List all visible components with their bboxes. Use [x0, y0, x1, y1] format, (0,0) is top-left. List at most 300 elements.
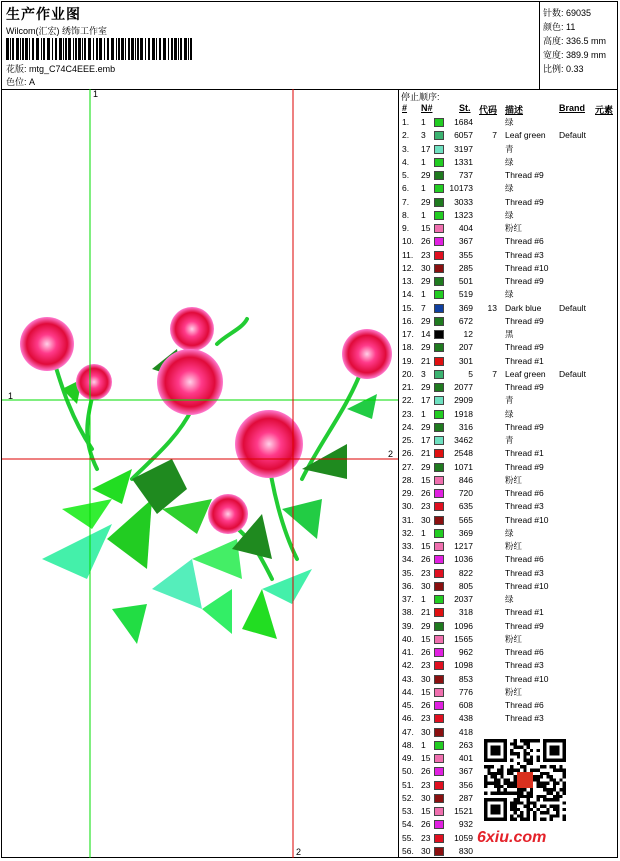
color-swatch: [434, 304, 444, 313]
row-description: Dark blue: [505, 302, 542, 313]
color-swatch: [434, 211, 444, 220]
row-stitches: 737: [458, 170, 473, 180]
axis-label-h2: 2: [388, 449, 394, 459]
row-index: 9.: [402, 223, 410, 233]
table-row: [399, 461, 617, 474]
row-index: 21.: [402, 382, 414, 392]
row-stitches: 1059: [454, 832, 473, 843]
row-index: 18.: [402, 342, 414, 353]
row-needle: 30: [421, 845, 431, 856]
row-index: 20.: [402, 368, 414, 379]
row-description: 绿: [505, 183, 514, 194]
table-row: [399, 116, 617, 129]
row-description: Leaf green: [505, 368, 546, 379]
header-brand: Brand: [559, 103, 586, 113]
company-name: Wilcom(汇宏) 绣饰工作室: [6, 26, 107, 36]
row-index: 36.: [402, 580, 414, 591]
row-stitches: 367: [458, 236, 473, 247]
row-needle: 29: [421, 342, 431, 353]
row-description: Thread #10: [505, 514, 549, 525]
row-stitches: 10173: [449, 183, 473, 194]
color-swatch: [434, 158, 444, 167]
row-index: 28.: [402, 474, 414, 485]
row-index: 22.: [402, 395, 414, 406]
row-index: 29.: [402, 488, 414, 498]
table-row: [399, 540, 617, 553]
table-row: [399, 169, 617, 182]
row-stitches: 519: [458, 289, 473, 300]
color-swatch: [434, 807, 444, 816]
row-description: 粉红: [505, 223, 523, 233]
row-needle: 23: [421, 779, 431, 790]
color-swatch: [434, 436, 444, 445]
barcode: [6, 38, 192, 60]
color-swatch: [434, 264, 444, 273]
table-row: [399, 606, 617, 619]
row-index: 31.: [402, 514, 414, 525]
row-stitches: 1036: [454, 554, 473, 565]
row-stitches: 501: [458, 276, 473, 286]
file-label: 花版:: [6, 64, 27, 74]
table-row: [399, 712, 617, 725]
row-brand: Default: [559, 130, 586, 141]
row-description: Thread #3: [505, 713, 544, 724]
color-swatch: [434, 661, 444, 670]
table-row: [399, 196, 617, 209]
row-needle: 26: [421, 819, 431, 830]
row-needle: 21: [421, 448, 431, 459]
color-swatch: [434, 145, 444, 154]
table-row: [399, 500, 617, 513]
row-index: 1.: [402, 117, 410, 127]
table-row: [399, 328, 617, 341]
row-stitches: 1217: [454, 541, 473, 551]
table-row: [399, 408, 617, 421]
color-swatch: [434, 608, 444, 617]
row-index: 13.: [402, 276, 414, 286]
row-index: 2.: [402, 130, 410, 141]
row-stitches: 2548: [454, 448, 473, 459]
row-description: 绿: [505, 209, 514, 220]
row-needle: 15: [421, 541, 431, 551]
row-stitches: 1565: [454, 633, 473, 644]
row-needle: 1: [421, 156, 426, 167]
color-swatch: [434, 701, 444, 710]
table-row: [399, 553, 617, 566]
row-index: 16.: [402, 315, 414, 326]
color-swatch: [434, 184, 444, 193]
row-needle: 29: [421, 461, 431, 472]
color-swatch: [434, 449, 444, 458]
table-row: [399, 381, 617, 394]
row-description: 粉红: [505, 541, 523, 551]
row-description: Thread #1: [505, 355, 544, 366]
table-row: [399, 235, 617, 248]
color-swatch: [434, 542, 444, 551]
table-row: [399, 593, 617, 606]
row-index: 14.: [402, 289, 414, 300]
header-stitches: St.: [459, 103, 471, 113]
row-stitches: 3033: [454, 196, 473, 207]
table-row: [399, 249, 617, 262]
table-row: [399, 487, 617, 500]
table-row: [399, 447, 617, 460]
colorway-label: 色位:: [6, 77, 27, 87]
color-swatch: [434, 277, 444, 286]
color-swatch: [434, 423, 444, 432]
production-worksheet: [1, 1, 618, 858]
row-description: Thread #9: [505, 382, 544, 392]
table-row: [399, 355, 617, 368]
row-needle: 29: [421, 315, 431, 326]
table-row: [399, 288, 617, 301]
axis-label-v2: 2: [296, 847, 302, 857]
row-description: Thread #6: [505, 700, 544, 710]
row-description: Thread #9: [505, 461, 544, 472]
row-description: 绿: [505, 156, 514, 167]
table-row: [399, 646, 617, 659]
row-stitches: 3197: [454, 143, 473, 154]
table-row: [399, 434, 617, 447]
table-row: [399, 129, 617, 142]
row-stitches: 2909: [454, 395, 473, 406]
row-index: 44.: [402, 686, 414, 697]
row-stitches: 608: [458, 700, 473, 710]
table-row: [399, 302, 617, 315]
design-width: 宽度: 389.9 mm: [543, 50, 607, 60]
row-description: Thread #10: [505, 262, 549, 273]
row-index: 30.: [402, 501, 414, 512]
color-swatch: [434, 754, 444, 763]
row-needle: 3: [421, 130, 426, 141]
row-needle: 15: [421, 753, 431, 763]
row-needle: 17: [421, 395, 431, 406]
row-needle: 29: [421, 276, 431, 286]
row-needle: 15: [421, 686, 431, 697]
row-stitches: 805: [458, 580, 473, 591]
row-stitches: 5: [468, 368, 473, 379]
header-code: 代码: [479, 105, 498, 115]
color-swatch: [434, 237, 444, 246]
row-needle: 30: [421, 673, 431, 684]
row-index: 3.: [402, 143, 410, 154]
worksheet-header: [2, 2, 617, 90]
row-stitches: 12: [463, 329, 473, 339]
row-index: 33.: [402, 541, 414, 551]
row-index: 54.: [402, 819, 414, 830]
color-swatch: [434, 741, 444, 750]
row-stitches: 1331: [454, 156, 473, 167]
table-row: [399, 222, 617, 235]
table-row: [399, 633, 617, 646]
row-index: 50.: [402, 766, 414, 777]
row-stitches: 285: [458, 262, 473, 273]
row-stitches: 207: [458, 342, 473, 353]
row-stitches: 301: [458, 355, 473, 366]
embroidery-artwork: [2, 89, 398, 858]
table-row: [399, 580, 617, 593]
color-swatch: [434, 688, 444, 697]
row-description: Thread #3: [505, 567, 544, 578]
row-description: Thread #9: [505, 276, 544, 286]
row-needle: 1: [421, 209, 426, 220]
row-stitches: 401: [458, 753, 473, 763]
row-description: Thread #3: [505, 660, 544, 671]
row-description: Thread #9: [505, 421, 544, 432]
row-needle: 23: [421, 249, 431, 260]
row-stitches: 1521: [454, 806, 473, 816]
row-needle: 30: [421, 726, 431, 737]
color-swatch: [434, 224, 444, 233]
header-description: 描述: [505, 105, 524, 115]
color-swatch: [434, 781, 444, 790]
header-needle: N#: [421, 103, 433, 113]
table-row: [399, 474, 617, 487]
row-stitches: 846: [458, 474, 473, 485]
row-index: 23.: [402, 408, 414, 419]
row-needle: 21: [421, 607, 431, 618]
row-index: 53.: [402, 806, 414, 816]
row-stitches: 720: [458, 488, 473, 498]
row-stitches: 418: [458, 726, 473, 737]
row-stitches: 853: [458, 673, 473, 684]
design-preview: [2, 89, 399, 858]
row-code: 7: [492, 130, 497, 141]
color-swatch: [434, 555, 444, 564]
row-stitches: 263: [458, 739, 473, 750]
row-index: 8.: [402, 209, 410, 220]
table-row: [399, 686, 617, 699]
row-description: Thread #1: [505, 607, 544, 618]
table-row: [399, 368, 617, 381]
design-height: 高度: 336.5 mm: [543, 36, 607, 46]
color-swatch: [434, 582, 444, 591]
row-needle: 29: [421, 620, 431, 631]
color-swatch: [434, 820, 444, 829]
row-needle: 23: [421, 832, 431, 843]
row-needle: 17: [421, 435, 431, 445]
row-stitches: 1684: [454, 117, 473, 127]
row-code: 13: [487, 302, 497, 313]
row-needle: 15: [421, 806, 431, 816]
watermark: 6xiu.com: [477, 829, 547, 846]
row-description: 粉红: [505, 686, 523, 697]
row-description: Thread #10: [505, 580, 549, 591]
row-needle: 30: [421, 792, 431, 803]
row-description: 青: [505, 435, 514, 445]
row-stitches: 355: [458, 249, 473, 260]
table-row: [399, 699, 617, 712]
table-row: [399, 567, 617, 580]
row-needle: 26: [421, 236, 431, 247]
row-index: 5.: [402, 170, 410, 180]
row-index: 6.: [402, 183, 410, 194]
row-needle: 1: [421, 289, 426, 300]
row-index: 39.: [402, 620, 414, 631]
color-swatch: [434, 396, 444, 405]
row-needle: 1: [421, 408, 426, 419]
table-row: [399, 421, 617, 434]
row-index: 52.: [402, 792, 414, 803]
table-row: [399, 527, 617, 540]
row-stitches: 1918: [454, 408, 473, 419]
table-row: [399, 514, 617, 527]
row-index: 43.: [402, 673, 414, 684]
row-brand: Default: [559, 368, 586, 379]
row-description: 粉红: [505, 474, 523, 485]
row-needle: 15: [421, 633, 431, 644]
row-index: 46.: [402, 713, 414, 724]
row-stitches: 6057: [454, 130, 473, 141]
row-needle: 29: [421, 382, 431, 392]
row-needle: 1: [421, 594, 426, 604]
row-stitches: 962: [458, 647, 473, 657]
design-stats: [539, 2, 618, 89]
row-description: 黑: [505, 329, 514, 339]
stop-sequence-panel: [399, 89, 617, 858]
color-swatch: [434, 834, 444, 843]
table-row: [399, 726, 617, 739]
row-needle: 7: [421, 302, 426, 313]
row-needle: 21: [421, 355, 431, 366]
axis-label-v1: 1: [93, 89, 99, 99]
row-code: 7: [492, 368, 497, 379]
table-row: [399, 341, 617, 354]
stitch-count: 针数: 69035: [543, 8, 592, 18]
row-needle: 26: [421, 647, 431, 657]
row-needle: 29: [421, 170, 431, 180]
table-row: [399, 620, 617, 633]
color-swatch: [434, 794, 444, 803]
header-element: 元素: [595, 105, 614, 115]
color-swatch: [434, 648, 444, 657]
color-swatch: [434, 516, 444, 525]
row-stitches: 404: [458, 223, 473, 233]
row-description: 青: [505, 395, 514, 406]
table-row: [399, 315, 617, 328]
row-stitches: 316: [458, 421, 473, 432]
color-swatch: [434, 343, 444, 352]
row-stitches: 2077: [454, 382, 473, 392]
row-needle: 23: [421, 713, 431, 724]
row-description: Thread #9: [505, 196, 544, 207]
file-name: mtg_C74C4EEE.emb: [29, 64, 116, 74]
row-index: 40.: [402, 633, 414, 644]
row-index: 56.: [402, 845, 414, 856]
row-index: 26.: [402, 448, 414, 459]
row-description: 绿: [505, 408, 514, 419]
color-swatch: [434, 489, 444, 498]
color-swatch: [434, 463, 444, 472]
row-index: 7.: [402, 196, 410, 207]
row-description: Thread #6: [505, 488, 544, 498]
table-row: [399, 156, 617, 169]
row-needle: 15: [421, 474, 431, 485]
row-needle: 1: [421, 527, 426, 538]
row-index: 10.: [402, 236, 414, 247]
row-description: 绿: [505, 289, 514, 300]
row-stitches: 369: [458, 302, 473, 313]
row-index: 32.: [402, 527, 414, 538]
table-row: [399, 659, 617, 672]
row-needle: 30: [421, 262, 431, 273]
file-name-line: [6, 62, 115, 75]
table-row: [399, 182, 617, 195]
row-needle: 3: [421, 368, 426, 379]
row-index: 45.: [402, 700, 414, 710]
table-row: [399, 209, 617, 222]
row-stitches: 318: [458, 607, 473, 618]
row-index: 42.: [402, 660, 414, 671]
row-brand: Default: [559, 302, 586, 313]
row-index: 15.: [402, 302, 414, 313]
row-stitches: 369: [458, 527, 473, 538]
row-description: 绿: [505, 527, 514, 538]
row-needle: 30: [421, 580, 431, 591]
row-stitches: 565: [458, 514, 473, 525]
row-needle: 26: [421, 700, 431, 710]
row-index: 38.: [402, 607, 414, 618]
color-swatch: [434, 317, 444, 326]
row-index: 19.: [402, 355, 414, 366]
row-stitches: 635: [458, 501, 473, 512]
row-stitches: 356: [458, 779, 473, 790]
row-stitches: 1071: [454, 461, 473, 472]
row-needle: 23: [421, 660, 431, 671]
color-swatch: [434, 502, 444, 511]
row-description: Thread #9: [505, 170, 544, 180]
row-description: Thread #1: [505, 448, 544, 459]
row-needle: 14: [421, 329, 431, 339]
colorway-value: A: [29, 77, 36, 87]
row-stitches: 1323: [454, 209, 473, 220]
stop-table-header: [399, 102, 617, 116]
table-row: [399, 143, 617, 156]
color-swatch: [434, 529, 444, 538]
row-needle: 29: [421, 421, 431, 432]
row-index: 55.: [402, 832, 414, 843]
color-swatch: [434, 595, 444, 604]
color-swatch: [434, 198, 444, 207]
row-stitches: 822: [458, 567, 473, 578]
color-swatch: [434, 383, 444, 392]
stop-sequence-title: 停止顺序:: [401, 92, 440, 102]
row-stitches: 438: [458, 713, 473, 724]
color-swatch: [434, 847, 444, 856]
row-description: Thread #9: [505, 620, 544, 631]
row-index: 34.: [402, 554, 414, 565]
row-stitches: 1098: [454, 660, 473, 671]
row-index: 17.: [402, 329, 414, 339]
color-swatch: [434, 714, 444, 723]
color-swatch: [434, 767, 444, 776]
row-index: 49.: [402, 753, 414, 763]
row-stitches: 672: [458, 315, 473, 326]
row-index: 41.: [402, 647, 414, 657]
row-needle: 1: [421, 183, 426, 194]
color-swatch: [434, 330, 444, 339]
row-stitches: 287: [458, 792, 473, 803]
row-index: 47.: [402, 726, 414, 737]
row-index: 51.: [402, 779, 414, 790]
row-description: 青: [505, 143, 514, 154]
row-description: Thread #3: [505, 501, 544, 512]
header-index: #: [402, 103, 408, 113]
row-index: 25.: [402, 435, 414, 445]
color-swatch: [434, 118, 444, 127]
row-stitches: 1096: [454, 620, 473, 631]
row-stitches: 367: [458, 766, 473, 777]
